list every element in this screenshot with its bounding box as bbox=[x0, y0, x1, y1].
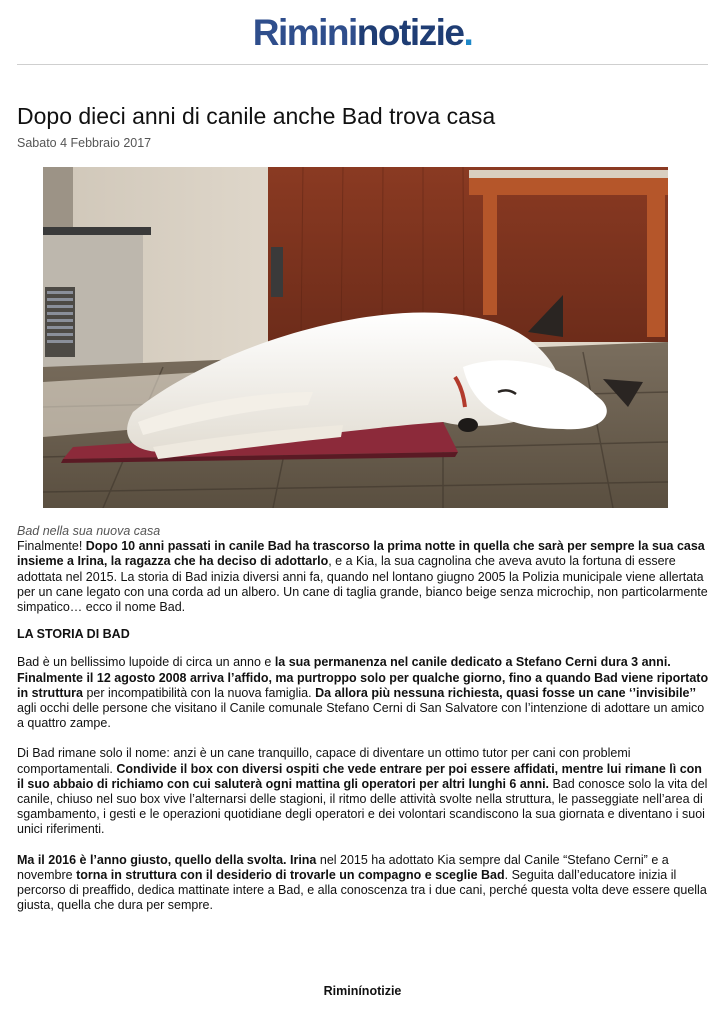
site-logo[interactable] bbox=[253, 10, 473, 56]
p3-bold-1: Ma il 2016 è l’anno giusto, quello della svolta. Irina bbox=[17, 852, 317, 867]
intro-paragraph bbox=[17, 539, 709, 615]
article-title: Dopo dieci anni di canile anche Bad trova casa bbox=[17, 103, 496, 129]
p1-text-2: per incompatibilità con la nuova famiglia. bbox=[82, 685, 316, 700]
article-photo-dog-sleeping bbox=[43, 167, 668, 508]
story-paragraph-3 bbox=[17, 853, 709, 914]
p1-bold-2: Da allora più nessuna richiesta, quasi fosse un cane ‘’invisibile’’ bbox=[315, 685, 696, 700]
story-paragraph-2 bbox=[17, 746, 709, 837]
logo-dot: . bbox=[463, 12, 473, 53]
p3-text-2: . Seguita dall’educatore inizia il percorso di preaffido, dedica mattinate intere a Bad, e alla conoscenza tra i due cani, perché questa volta deve essere quella giusta, quella che dura per sempre. bbox=[17, 867, 707, 913]
section-title: LA STORIA DI BAD bbox=[17, 627, 130, 642]
logo-part-rimini: Rimini bbox=[252, 12, 357, 53]
intro-text-2: , e a Kia, la sua cagnolina che aveva avuto la fortuna di essere adottata nel 2015. La storia di Bad inizia diversi anni fa, quando nel lontano giugno 2005 la Polizia municipale viene allertata per un cane legato con una corda ad un albero. Un cane di taglia grande, bianco beige senza microchip, non particolarmente simpatico… ecco il nome Bad. bbox=[17, 554, 708, 615]
logo-part-notizie: notizie bbox=[356, 12, 464, 53]
header-divider bbox=[17, 64, 708, 65]
intro-text-1: Finalmente! bbox=[17, 539, 86, 554]
site-logo-container[interactable] bbox=[0, 10, 725, 56]
intro-bold-1: Dopo 10 anni passati in canile Bad ha trascorso la prima notte in quella che sarà per sempre la sua casa insieme a Irina, la ragazza che ha deciso di adottarlo bbox=[17, 539, 705, 569]
p2-bold-1: Condivide il box con diversi ospiti che vede entrare per poi essere affidati, mentre lui rimane lì con il suo abbaio di richiamo con cui saluterà ogni mattina gli operatori per altri lunghi 6 anni. bbox=[17, 761, 702, 791]
p1-text-1: Bad è un bellissimo lupoide di circa un anno e bbox=[17, 655, 275, 670]
p2-text-1: Di Bad rimane solo il nome: anzi è un cane tranquillo, capace di diventare un ottimo tutor per cani con problemi comportamentali. bbox=[17, 746, 631, 776]
image-caption: Bad nella sua nuova casa bbox=[17, 524, 161, 538]
p2-text-2: Bad conosce solo la vita del canile, chiuso nel suo box vive l’alternarsi delle stagioni, il ritmo delle attività svolte nella struttura, le passeggiate nell’area di sgambamento, i gesti e le operazioni quotidiane degli operatori e dei volontari scandiscono la sua giornata e diventano i suoi unici riferimenti. bbox=[17, 776, 708, 837]
article-body bbox=[17, 524, 709, 913]
p3-bold-2: torna in struttura con il desiderio di trovarle un compagno e sceglie Bad bbox=[76, 867, 505, 882]
p1-bold-1: la sua permanenza nel canile dedicato a Stefano Cerni dura 3 anni. Finalmente il 12 agosto 2008 arriva l’affido, ma purtroppo solo per qualche giorno, fino a quando Bad viene riportato in struttura bbox=[17, 655, 709, 700]
p3-text-1: nel 2015 ha adottato Kia sempre dal Canile “Stefano Cerni” e a novembre bbox=[17, 852, 669, 882]
article-date: Sabato 4 Febbraio 2017 bbox=[17, 136, 152, 150]
footer-site-name: Riminínotizie bbox=[323, 984, 402, 998]
p1-text-3: agli occhi delle persone che visitano il Canile comunale Stefano Cerni di San Salvatore con l’intenzione di adottare un amico a quattro zampe. bbox=[17, 701, 705, 731]
story-paragraph-1 bbox=[17, 655, 709, 731]
